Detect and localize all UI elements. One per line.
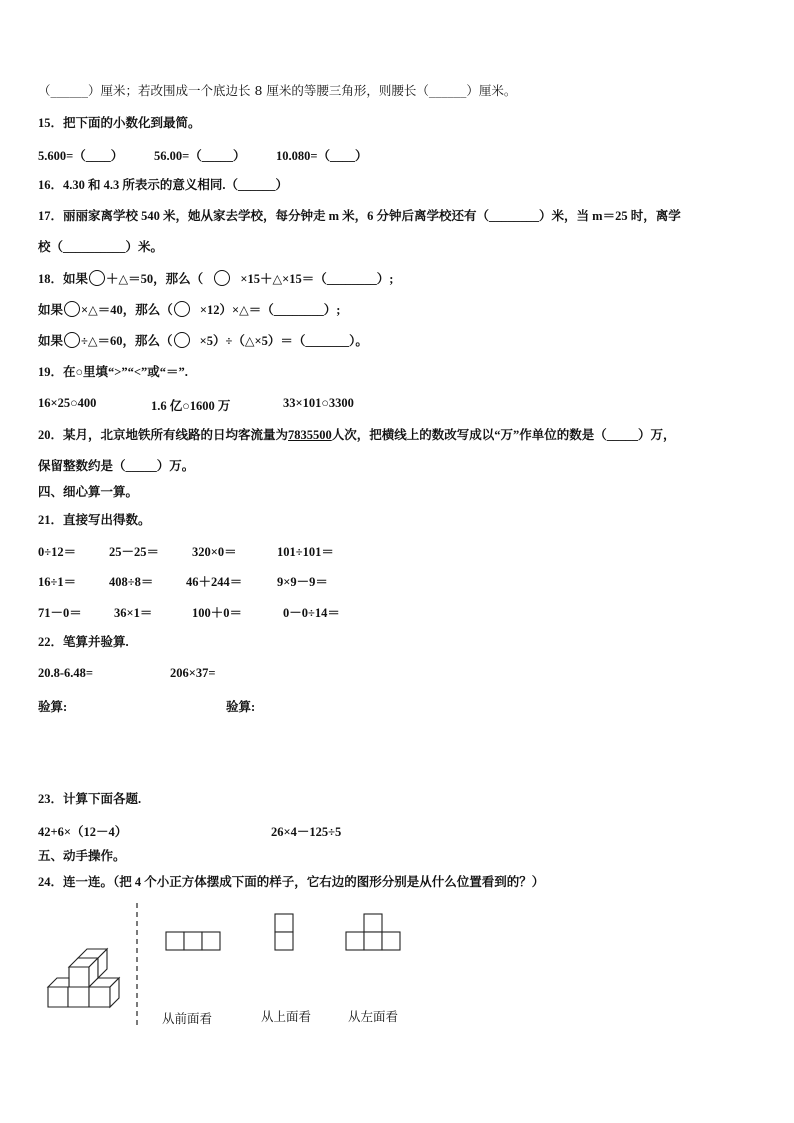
q23-title: 23．计算下面各题. [38,792,142,806]
cube-face [89,987,110,1007]
q21-r3-c3: 100＋0＝ [192,606,243,620]
q21-r2-c4: 9×9－9＝ [277,575,328,589]
q24-figure [0,895,794,1045]
q18-line2 [38,301,340,318]
q22-item-2: 206×37= [170,666,216,680]
view-label-left: 从左面看 [348,1009,399,1024]
view-shape-row-of-three [166,932,220,950]
circle-shape [174,332,190,348]
view-shape-t-shape [346,914,400,950]
q21-r3-c4: 0－0÷14＝ [283,606,340,620]
q18-line2-post: ×12）×△＝（________）; [199,303,341,317]
q19-title: 19．在○里填“>”“<”或“＝”. [38,365,188,379]
circle-shape [64,332,80,348]
q15-item-1: 5.600=（____） [38,149,124,163]
q18-line2-mid: ×△＝40，那么（ [81,303,173,317]
cube-face [68,987,89,1007]
q18-line3-pre: 如果 [38,334,64,348]
q21-r2-c3: 46＋244＝ [186,575,243,589]
q22-check-label-1: 验算: [38,700,68,714]
circle-shape [89,270,105,286]
q23-item-2: 26×4－125÷5 [271,825,342,839]
q20-underlined-number: 7835500 [288,428,332,442]
q22-title: 22．笔算并验算. [38,635,129,649]
q15-item-2: 56.00=（_____） [154,149,246,163]
cube-face [48,987,68,1007]
q19-item-2: 1.6 亿○1600 万 [151,399,231,413]
circle-shape [64,301,80,317]
circle-shape [214,270,230,286]
q21-r1-c2: 25－25＝ [109,545,160,559]
q14-tail-text: （______）厘米；若改围成一个底边长 8 厘米的等腰三角形，则腰长（______）厘米。 [38,83,517,98]
q21-title: 21．直接写出得数。 [38,513,151,527]
q20-line2: 保留整数约是（_____）万。 [38,459,195,473]
cube-face [69,967,89,987]
q22-item-1: 20.8-6.48= [38,666,94,680]
q21-r2-c1: 16÷1＝ [38,575,77,589]
q19-item-1: 16×25○400 [38,396,97,410]
cube-face [48,978,69,987]
q21-r2-c2: 408÷8＝ [109,575,154,589]
view-label-top: 从上面看 [261,1009,312,1024]
q23-item-1: 42+6×（12－4） [38,825,128,839]
q18-line3-post: ×5）÷（△×5）＝（_______）。 [199,334,368,348]
q15-title: 15．把下面的小数化到最简。 [38,116,201,130]
q18-line3-mid: ÷△＝60，那么（ [81,334,173,348]
q16-text: 16．4.30 和 4.3 所表示的意义相同.（______） [38,178,289,192]
q22-check-label-2: 验算: [226,700,256,714]
q18-line1-mid: ＋△＝50，那么（ [106,272,204,286]
q18-line2-pre: 如果 [38,303,64,317]
q19-item-3: 33×101○3300 [283,396,354,410]
q18-line3 [38,332,368,349]
section-4-heading: 四、细心算一算。 [38,485,139,499]
q20-line1-pre: 20．某月，北京地铁所有线路的日均客流量为 [38,428,289,442]
q21-r1-c4: 101÷101＝ [277,545,334,559]
q18-line1-post: ×15＋△×15＝（________）; [240,272,394,286]
q17-line2: 校（__________）米。 [38,240,164,254]
q24-title: 24．连一连。（把 4 个小正方体摆成下面的样子，它右边的图形分别是从什么位置看到的？） [38,875,545,889]
q15-item-3: 10.080=（____） [276,149,368,163]
q21-r1-c3: 320×0＝ [192,545,237,559]
q21-r3-c2: 36×1＝ [114,606,153,620]
q20-line1 [38,427,676,443]
cube-arrangement-drawing [48,949,119,1007]
q21-r1-c1: 0÷12＝ [38,545,77,559]
circle-shape [174,301,190,317]
view-label-front: 从前面看 [162,1011,213,1026]
q17-line1: 17．丽丽家离学校 540 米，她从家去学校，每分钟走 m 米，6 分钟后离学校还有（________）米，当 m＝25 时，离学 [38,209,681,223]
section-5-heading: 五、动手操作。 [38,849,126,863]
q18-line1 [38,270,393,287]
view-shape-two-stacked [275,914,293,950]
q18-line1-pre: 18．如果 [38,272,89,286]
q20-line1-post: 人次，把横线上的数改写成以“万”作单位的数是（_____）万， [331,428,676,442]
q21-r3-c1: 71－0＝ [38,606,82,620]
